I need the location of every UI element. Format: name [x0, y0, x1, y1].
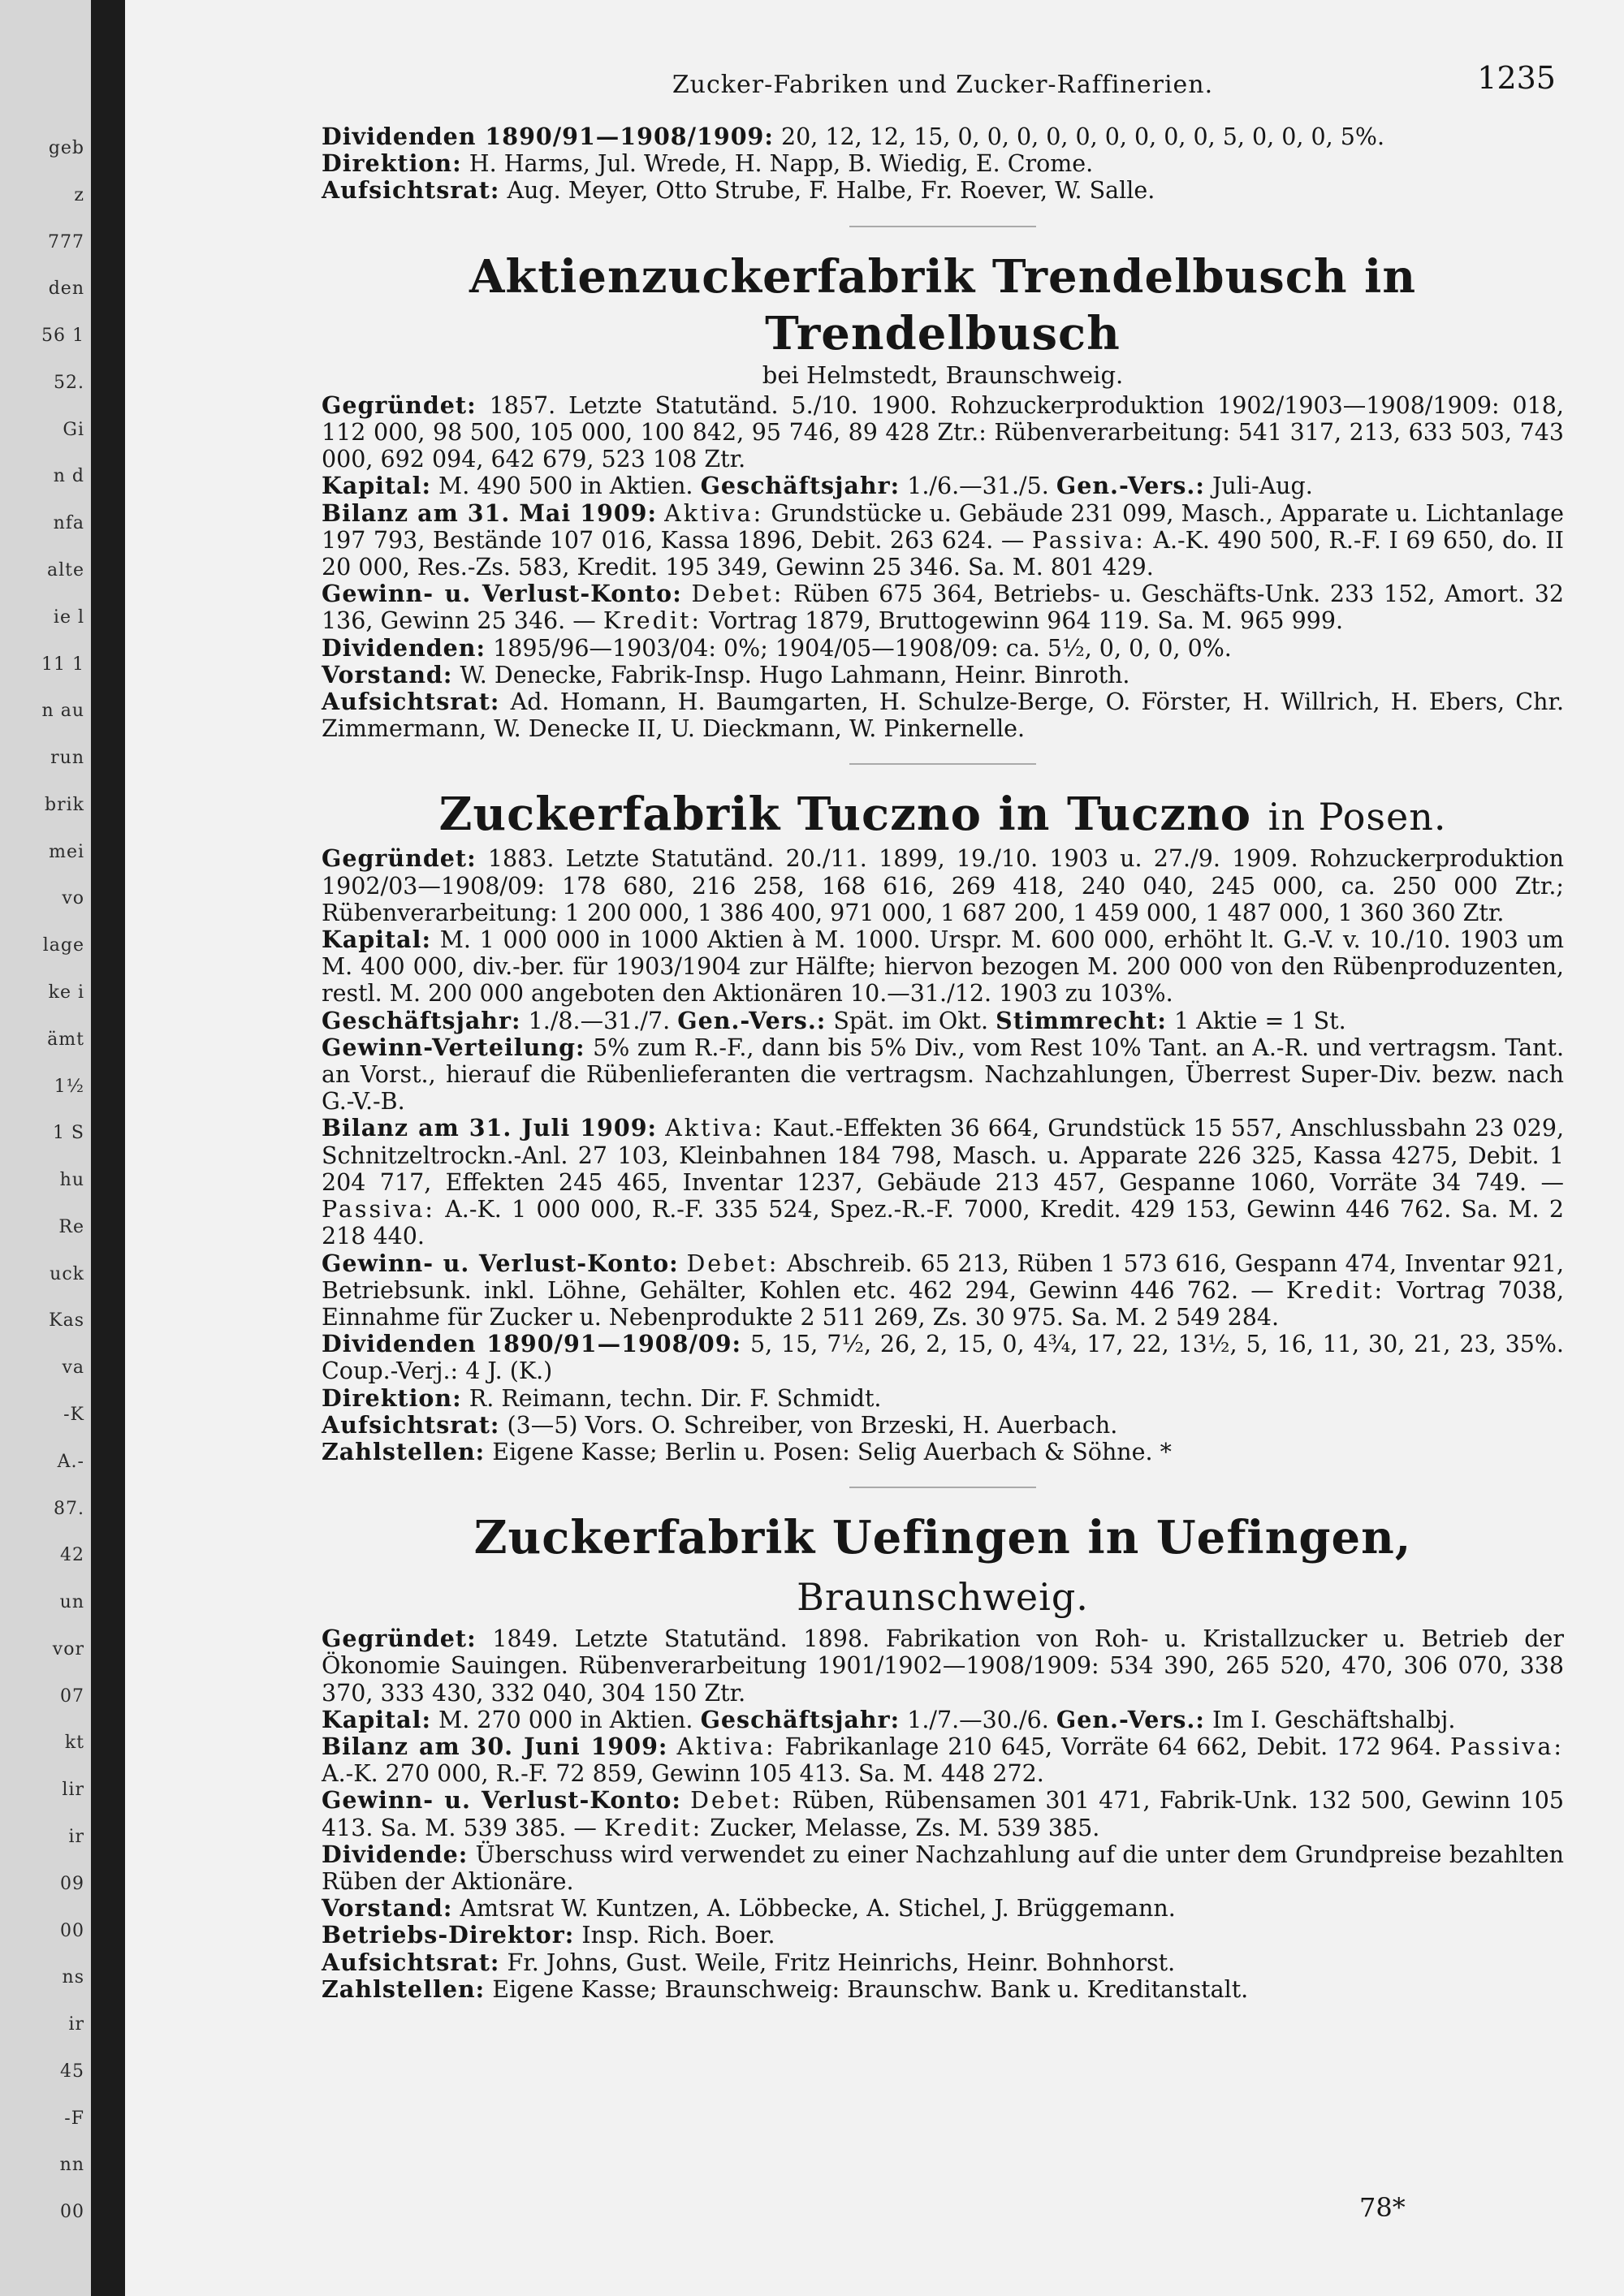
field-label: Gewinn- u. Verlust-Konto:: [322, 1786, 681, 1815]
field-text: Amtsrat W. Kuntzen, A. Löbbecke, A. Stichel, J. Brüggemann.: [460, 1895, 1176, 1923]
field-text: 5% zum R.-F., dann bis 5% Div., vom Rest 10% Tant. an A.-R. und vertragsm. Tant. an Vorst., hierauf die Rübenlieferanten die vertragsm. Nachzahlungen, Überrest Super-Div. bezw. nach G.-V.-B.: [322, 1034, 1565, 1116]
kredit-label: Kredit:: [604, 1814, 703, 1841]
field-dividende: [322, 1841, 1564, 1895]
field-text: Rüben 675 364, Betriebs- u. Geschäfts-Unk. 233 152, Amort. 32 136, Gewinn 25 346. —: [322, 580, 1565, 635]
book-gutter: [91, 0, 125, 2296]
field-label: Gewinn-Verteilung:: [322, 1033, 585, 1061]
page-number: 1235: [1477, 60, 1556, 96]
page: [125, 0, 1624, 2296]
footnote-mark: *: [1160, 1438, 1172, 1465]
field-label: Gegründet:: [322, 391, 477, 419]
entry-title: [322, 786, 1564, 845]
facing-page-fragment: 11 1: [41, 654, 84, 675]
field-kapital: [322, 473, 1564, 499]
facing-page-fragment: Gi: [63, 419, 84, 440]
entry-title-main: Zuckerfabrik Uefingen in Uefingen,: [473, 1511, 1412, 1565]
facing-page-fragment: geb: [48, 138, 84, 158]
facing-page-fragment: vo: [62, 888, 84, 909]
aktiva-label: Aktiva:: [665, 1115, 765, 1142]
field-gegruendet: [322, 845, 1564, 926]
field-label: Aufsichtsrat:: [322, 176, 500, 205]
field-label: Geschäftsjahr:: [700, 472, 901, 500]
facing-page-fragment: 1 S: [52, 1123, 84, 1144]
facing-page-fragment: vor: [52, 1638, 84, 1659]
field-text: Aug. Meyer, Otto Strube, F. Halbe, Fr. Roever, W. Salle.: [507, 177, 1155, 205]
field-text: (3—5) Vors. O. Schreiber, von Brzeski, H. Auerbach.: [507, 1411, 1118, 1439]
field-aufsichtsrat: [322, 688, 1564, 742]
field-label: Gen.-Vers.:: [1056, 472, 1205, 500]
field-label: Zahlstellen:: [322, 1437, 486, 1465]
field-text: A.-K. 490 500, R.-F. I 69 650, do. II 20 000, Res.-Zs. 583, Kredit. 195 349, Gewinn 25 346. Sa. M. 801 429.: [322, 526, 1565, 581]
entry-title: Aktienzuckerfabrik Trendelbusch in Trendelbusch: [469, 249, 1417, 360]
field-betriebs-direktor: [322, 1922, 1564, 1949]
facing-page-fragment: va: [62, 1357, 84, 1379]
facing-page-fragment: hu: [59, 1170, 84, 1191]
field-kapital: [322, 926, 1564, 1008]
field-text: Ad. Homann, H. Baumgarten, H. Schulze-Berge, O. Förster, H. Willrich, H. Ebers, Chr. Zimmermann, W. Denecke II, U. Dieckmann, W. Pinkernelle.: [322, 688, 1565, 743]
facing-page-fragment: 00: [60, 1920, 84, 1941]
field-label: Gen.-Vers.:: [677, 1006, 827, 1034]
field-label: Direktion:: [322, 1383, 462, 1412]
entry-title-location: in Posen.: [1268, 795, 1447, 839]
field-bilanz: [322, 1115, 1564, 1249]
facing-page-edge: [0, 0, 91, 2296]
field-label: Bilanz am 30. Juni 1909:: [322, 1732, 668, 1760]
field-text: Spät. im Okt.: [833, 1007, 989, 1034]
debet-label: Debet:: [690, 1787, 784, 1815]
field-text: 1857. Letzte Statutänd. 5./10. 1900. Rohzuckerproduktion 1902/1903—1908/1909: 018, 112 000, 98 500, 105 000, 100 842, 95 746, 89 428 Ztr.: Rübenverarbeitung: 541 317, 213, 633 503, 743 000, 692 094, 642 679, 523 108 Ztr.: [322, 391, 1564, 473]
field-vorstand: [322, 1895, 1564, 1922]
facing-page-fragment: 1½: [54, 1076, 84, 1097]
field-label: Kapital:: [322, 472, 431, 500]
field-label: Kapital:: [322, 1705, 431, 1733]
field-geschaeftsjahr: [322, 1008, 1564, 1034]
facing-page-fragment: ie l: [53, 606, 84, 628]
field-label: Bilanz am 31. Juli 1909:: [322, 1114, 658, 1142]
facing-page-fragment: ke i: [48, 982, 84, 1003]
facing-page-fragment: brik: [45, 794, 84, 815]
entry-uefingen: [322, 1509, 1564, 2003]
facing-page-fragment: kt: [64, 1733, 84, 1754]
field-gewinn-verlust: [322, 580, 1564, 634]
field-label: Dividenden:: [322, 633, 486, 662]
facing-page-fragment: z: [74, 184, 84, 205]
field-text: Juli-Aug.: [1212, 473, 1313, 500]
passiva-label: Passiva:: [322, 1196, 435, 1224]
field-label: Gewinn- u. Verlust-Konto:: [322, 580, 682, 608]
field-dividenden: [322, 1331, 1564, 1384]
page-header: [322, 60, 1564, 106]
field-label: Direktion:: [322, 149, 462, 178]
field-text: M. 1 000 000 in 1000 Aktien à M. 1000. Urspr. M. 600 000, erhöht lt. G.-V. v. 10./10. 1903 um M. 400 000, div.-ber. für 1903/1904 zur Hälfte; hiervon bezogen M. 200 000 von den Rübenproduzenten, restl. M. 200 000 angeboten den Aktionären 10.—31./12. 1903 zu 103%.: [322, 926, 1565, 1008]
field-text: 20, 12, 12, 15, 0, 0, 0, 0, 0, 0, 0, 0, 0, 5, 0, 0, 0, 5%.: [780, 123, 1385, 150]
field-text: Fr. Johns, Gust. Weile, Fritz Heinrichs, Heinr. Bohnhorst.: [507, 1949, 1176, 1976]
facing-page-fragment: Kas: [49, 1310, 84, 1331]
field-text: Kaut.-Effekten 36 664, Grundstück 15 557, Anschlussbahn 23 029, Schnitzeltrockn.-Anl. 27 103, Kleinbahnen 184 798, Masch. u. Apparate 226 325, Kassa 4275, Debit. 1 204 717, Effekten 245 465, Inventar 1237, Gebäude 213 457, Gespanne 1060, Vorräte 34 749. —: [322, 1115, 1565, 1196]
facing-page-fragment: ns: [62, 1967, 84, 1988]
field-text: M. 270 000 in Aktien.: [438, 1706, 693, 1733]
facing-page-fragment: Re: [58, 1216, 84, 1237]
field-gewinn-verteilung: [322, 1034, 1564, 1116]
field-text: 1./6.—31./5.: [907, 473, 1049, 500]
facing-page-fragment: nfa: [53, 513, 84, 534]
field-label: Aufsichtsrat:: [322, 688, 500, 716]
field-text: R. Reimann, techn. Dir. F. Schmidt.: [469, 1384, 882, 1412]
kredit-label: Kredit:: [1285, 1276, 1385, 1304]
debet-label: Debet:: [686, 1249, 780, 1277]
field-text: Eigene Kasse; Berlin u. Posen: Selig Auerbach & Söhne.: [492, 1438, 1153, 1465]
field-gewinn-verlust: [322, 1250, 1564, 1331]
field-bilanz: [322, 1733, 1564, 1787]
running-head: Zucker-Fabriken und Zucker-Raffinerien.: [672, 71, 1214, 99]
field-gewinn-verlust: [322, 1787, 1564, 1841]
facing-page-fragment: 56 1: [41, 326, 84, 347]
field-text: 1849. Letzte Statutänd. 1898. Fabrikation von Roh- u. Kristallzucker u. Betrieb der Ökonomie Sauingen. Rübenverarbeitung 1901/1902—1908/1909: 534 390, 265 520, 470, 306 070, 338 370, 333 430, 332 040, 304 150 Ztr.: [322, 1625, 1565, 1707]
aktiva-label: Aktiva:: [676, 1733, 776, 1760]
field-text: Vortrag 1879, Bruttogewinn 964 119. Sa. M. 965 999.: [709, 607, 1344, 635]
field-text: 1 Aktie = 1 St.: [1173, 1007, 1346, 1034]
field-label: Betriebs-Direktor:: [322, 1921, 575, 1949]
field-aufsichtsrat: [322, 1412, 1564, 1439]
section-divider: [849, 1487, 1036, 1488]
field-label: Gegründet:: [322, 844, 477, 873]
facing-page-fragment: ir: [68, 1827, 84, 1847]
facing-page-fragment: n d: [53, 466, 84, 487]
field-label: Stimmrecht:: [996, 1006, 1167, 1034]
footer-signature-mark: 78*: [1359, 2192, 1406, 2223]
field-text: Eigene Kasse; Braunschweig: Braunschw. Bank u. Kreditanstalt.: [492, 1975, 1249, 2003]
aktiva-label: Aktiva:: [664, 499, 764, 527]
field-dividenden: [322, 635, 1564, 662]
field-text: H. Harms, Jul. Wrede, H. Napp, B. Wiedig, E. Crome.: [469, 150, 1094, 178]
entry-title-location: Braunschweig.: [797, 1575, 1089, 1620]
facing-page-fragment: 42: [60, 1545, 84, 1566]
field-label: Dividenden 1890/91—1908/1909:: [322, 123, 774, 150]
field-text: Im I. Geschäftshalbj.: [1212, 1706, 1456, 1733]
field-label: Gewinn- u. Verlust-Konto:: [322, 1249, 679, 1277]
section-divider: [849, 226, 1036, 227]
entry-title-main: Zuckerfabrik Tuczno in Tuczno: [438, 788, 1252, 842]
field-gegruendet: [322, 392, 1564, 473]
field-text: Insp. Rich. Boer.: [581, 1922, 775, 1949]
debet-label: Debet:: [691, 580, 784, 608]
facing-page-fragment: -K: [63, 1405, 84, 1425]
field-zahlstellen: [322, 1976, 1564, 2003]
field-gegruendet: [322, 1625, 1564, 1707]
field-zahlstellen: [322, 1439, 1564, 1465]
facing-page-fragment: lage: [42, 935, 84, 956]
field-label: Dividende:: [322, 1840, 469, 1868]
field-label: Aufsichtsrat:: [322, 1948, 500, 1976]
field-label: Vorstand:: [322, 1894, 453, 1923]
field-dividenden: [322, 123, 1564, 150]
facing-page-fragment: uck: [50, 1263, 84, 1284]
facing-page-fragment: n au: [41, 701, 84, 722]
field-text: Überschuss wird verwendet zu einer Nachzahlung auf die unter dem Grundpreise bezahlten Rüben der Aktionäre.: [322, 1841, 1564, 1895]
field-text: Grundstücke u. Gebäude 231 099, Masch., Apparate u. Lichtanlage 197 793, Bestände 107 016, Kassa 1896, Debit. 263 624. —: [322, 499, 1564, 554]
entry-title: [322, 1509, 1564, 1625]
facing-page-fragment: 09: [60, 1873, 84, 1894]
field-text: 1895/96—1903/04: 0%; 1904/05—1908/09: ca. 5½, 0, 0, 0, 0%.: [493, 634, 1232, 662]
field-vorstand: [322, 662, 1564, 688]
entry-continued: [322, 123, 1564, 205]
field-text: 5, 15, 7½, 26, 2, 15, 0, 4¾, 17, 22, 13½, 5, 16, 11, 30, 21, 23, 35%. Coup.-Verj.: 4 J. (K.): [322, 1331, 1564, 1385]
field-label: Geschäftsjahr:: [322, 1006, 521, 1034]
facing-page-fragment: ämt: [47, 1029, 84, 1050]
field-direktion: [322, 150, 1564, 177]
facing-page-fragment: lir: [62, 1780, 84, 1801]
facing-page-fragment: un: [59, 1592, 84, 1613]
facing-page-fragment: den: [48, 278, 84, 300]
section-divider: [849, 763, 1036, 765]
text-column: [322, 60, 1565, 2003]
field-text: Vortrag 7038, Einnahme für Zucker u. Nebenprodukte 2 511 269, Zs. 30 975. Sa. M. 2 549 284.: [322, 1276, 1565, 1331]
facing-page-fragment: 52.: [54, 372, 84, 393]
facing-page-fragment: -F: [64, 2108, 84, 2129]
field-label: Gen.-Vers.:: [1056, 1705, 1205, 1733]
facing-page-fragment: 87.: [54, 1498, 84, 1519]
field-label: Aufsichtsrat:: [322, 1410, 500, 1439]
facing-page-fragment: A.-: [57, 1451, 84, 1472]
field-text: W. Denecke, Fabrik-Insp. Hugo Lahmann, Heinr. Binroth.: [460, 661, 1130, 688]
field-text: Abschreib. 65 213, Rüben 1 573 616, Gespann 474, Inventar 921, Betriebsunk. inkl. Löhne, Gehälter, Kohlen etc. 462 294, Gewinn 446 762. —: [322, 1249, 1565, 1304]
field-text: M. 490 500 in Aktien.: [438, 473, 693, 500]
entry-subtitle: bei Helmstedt, Braunschweig.: [762, 360, 1124, 389]
entry-tuczno: [322, 786, 1564, 1465]
field-text: Fabrikanlage 210 645, Vorräte 64 662, Debit. 172 964.: [784, 1733, 1442, 1760]
field-label: Vorstand:: [322, 660, 453, 688]
facing-page-fragment: nn: [59, 2155, 84, 2176]
kredit-label: Kredit:: [603, 607, 702, 635]
passiva-label: Passiva:: [1450, 1733, 1564, 1760]
facing-page-fragment: 777: [48, 231, 84, 252]
field-text: A.-K. 270 000, R.-F. 72 859, Gewinn 105 413. Sa. M. 448 272.: [322, 1760, 1044, 1788]
field-label: Bilanz am 31. Mai 1909:: [322, 498, 657, 527]
field-label: Dividenden 1890/91—1908/09:: [322, 1330, 742, 1358]
entry-trendelbusch: [322, 248, 1564, 743]
field-label: Zahlstellen:: [322, 1974, 486, 2003]
facing-page-fragment: 00: [60, 2202, 84, 2223]
facing-page-fragment: ir: [68, 2014, 84, 2035]
field-aufsichtsrat: [322, 1949, 1564, 1976]
field-label: Kapital:: [322, 926, 431, 954]
facing-page-fragment: 07: [60, 1685, 84, 1707]
passiva-label: Passiva:: [1031, 526, 1146, 554]
field-text: Rüben, Rübensamen 301 471, Fabrik-Unk. 132 500, Gewinn 105 413. Sa. M. 539 385. —: [322, 1787, 1565, 1841]
field-text: 1./7.—30./6.: [907, 1706, 1049, 1733]
facing-page-fragment: alte: [46, 560, 84, 580]
field-text: 1./8.—31./7.: [528, 1007, 671, 1034]
facing-page-fragment: mei: [49, 841, 84, 862]
field-label: Gegründet:: [322, 1625, 477, 1653]
facing-page-fragment: 45: [60, 2061, 84, 2082]
field-direktion: [322, 1385, 1564, 1412]
field-kapital: [322, 1707, 1564, 1733]
field-text: 1883. Letzte Statutänd. 20./11. 1899, 19./10. 1903 u. 27./9. 1909. Rohzuckerproduktion 1902/03—1908/09: 178 680, 216 258, 168 616, 269 418, 240 040, 245 000, ca. 250 000 Ztr.; Rübenverarbeitung: 1 200 000, 1 386 400, 971 000, 1 687 200, 1 459 000, 1 487 000, 1 360 360 Ztr.: [322, 845, 1564, 926]
facing-page-fragment: run: [50, 748, 84, 769]
field-text: Zucker, Melasse, Zs. M. 539 385.: [710, 1814, 1100, 1841]
field-text: A.-K. 1 000 000, R.-F. 335 524, Spez.-R.-F. 7000, Kredit. 429 153, Gewinn 446 762. Sa. M. 2 218 440.: [322, 1196, 1564, 1250]
field-label: Geschäftsjahr:: [700, 1705, 901, 1733]
field-bilanz: [322, 500, 1564, 581]
field-aufsichtsrat: [322, 177, 1564, 204]
